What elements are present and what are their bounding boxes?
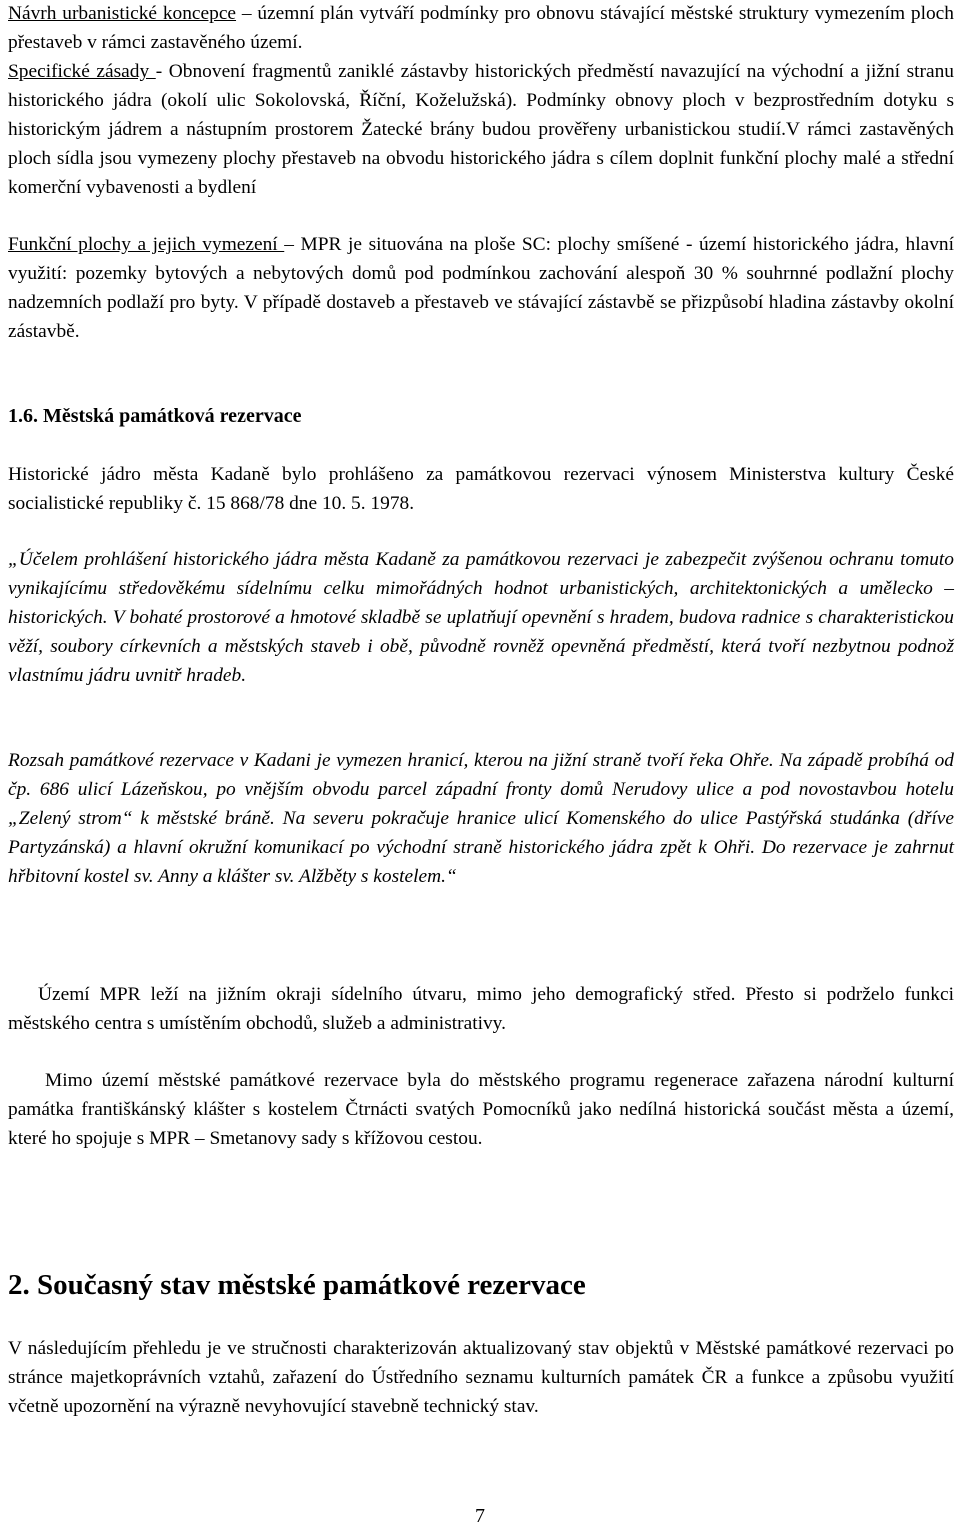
functional-areas-title: Funkční plochy a jejich vymezení bbox=[8, 234, 285, 255]
paragraph-specific-principles bbox=[8, 57, 954, 202]
paragraph-current-state: V následujícím přehledu je ve stručnosti charakterizován aktualizovaný stav objektů v Městské památkové rezervaci po stránce majetkoprávních vztahů, zařazení do Ústředního seznamu kulturních památek ČR a funkce a způsobu využití včetně upozornění na výrazně nevyhovující stavebně technický stav. bbox=[8, 1338, 954, 1417]
paragraph-urban-concept bbox=[8, 0, 954, 57]
urban-concept-text: – územní plán vytváří podmínky pro obnovu stávající městské struktury vymezením ploch přestaveb v rámci zastavěného území. bbox=[8, 3, 954, 53]
quote-extent: Rozsah památkové rezervace v Kadani je vymezen hranicí, kterou na jižní straně tvoří řeka Ohře. Na západě probíhá od čp. 686 ulicí Lázeňskou, po vnějším obvodu parcel západní fronty domů Nerudovy ulice a pod novostavbou hotelu „Zelený strom“ k městské bráně. Na severu pokračuje hranice ulicí Komenského do ulice Pastýřská studánka (dříve Partyzánská) a hlavní okružní komunikací po východní straně historického jádra zpět k Ohři. Do rezervace je zahrnut hřbitovní kostel sv. Anny a klášter sv. Alžběty s kostelem.“ bbox=[8, 750, 954, 887]
paragraph-functional-areas bbox=[8, 230, 954, 346]
page-number: 7 bbox=[475, 1505, 485, 1527]
quote-purpose: „Účelem prohlášení historického jádra města Kadaně za památkovou rezervaci je zabezpečit zvýšenou ochranu tomuto vynikajícímu středověkému sídelnímu celku mimořádných hodnot urbanistických, architektonických a umělecko – historických. V bohaté prostorové a hmotové skladbě se uplatňují opevnění s hradem, budova radnice s charakteristickou věží, soubory církevních a městských staveb i obě, původně rovněž opevněná předměstí, která tvoří nezbytnou podnož vlastnímu jádru uvnitř hradeb. bbox=[8, 549, 954, 686]
specific-principles-title: Specifické zásady bbox=[8, 61, 156, 82]
paragraph-reserve-declaration: Historické jádro města Kadaně bylo prohlášeno za památkovou rezervaci výnosem Ministerstva kultury České socialistické republiky č. 15 868/78 dne 10. 5. 1978. bbox=[8, 464, 954, 514]
functional-areas-text: – MPR je situována na ploše SC: plochy smíšené - území historického jádra, hlavní využití: pozemky bytových a nebytových domů pod podmínkou zachování alespoň 30 % souhrnné podlažní plochy nadzemních podlaží pro byty. V případě dostaveb a přestaveb ve stávající zástavbě se přizpůsobí hladina zástavby okolní zástavbě. bbox=[8, 234, 954, 342]
section-heading-1-6: 1.6. Městská památková rezervace bbox=[8, 405, 302, 427]
specific-principles-text: - Obnovení fragmentů zaniklé zástavby historických předměstí navazující na východní a jižní stranu historického jádra (okolí ulic Sokolovská, Říční, Koželužská). Podmínky obnovy ploch v bezprostředním dotyku s historickým jádrem a nástupním prostorem Žatecké brány budou prověřeny urbanistickou studií.V rámci zastavěných ploch sídla jsou vymezeny plochy přestaveb na obvodu historického jádra s cílem doplnit funkční plochy malé a střední komerční vybavenosti a bydlení bbox=[8, 61, 954, 198]
paragraph-mpr-location: Území MPR leží na jižním okraji sídelního útvaru, mimo jeho demografický střed. Přesto si podrželo funkci městského centra s umístěním obchodů, služeb a administrativy. bbox=[8, 984, 954, 1034]
urban-concept-title: Návrh urbanistické koncepce bbox=[8, 3, 237, 24]
paragraph-outside-reserve: Mimo území městské památkové rezervace byla do městského programu regenerace zařazena národní kulturní památka františkánský klášter s kostelem Čtrnácti svatých Pomocníků jako nedílná historická součást města a území, které ho spojuje s MPR – Smetanovy sady s křížovou cestou. bbox=[8, 1070, 954, 1149]
section-heading-2: 2. Současný stav městské památkové rezervace bbox=[8, 1269, 586, 1301]
